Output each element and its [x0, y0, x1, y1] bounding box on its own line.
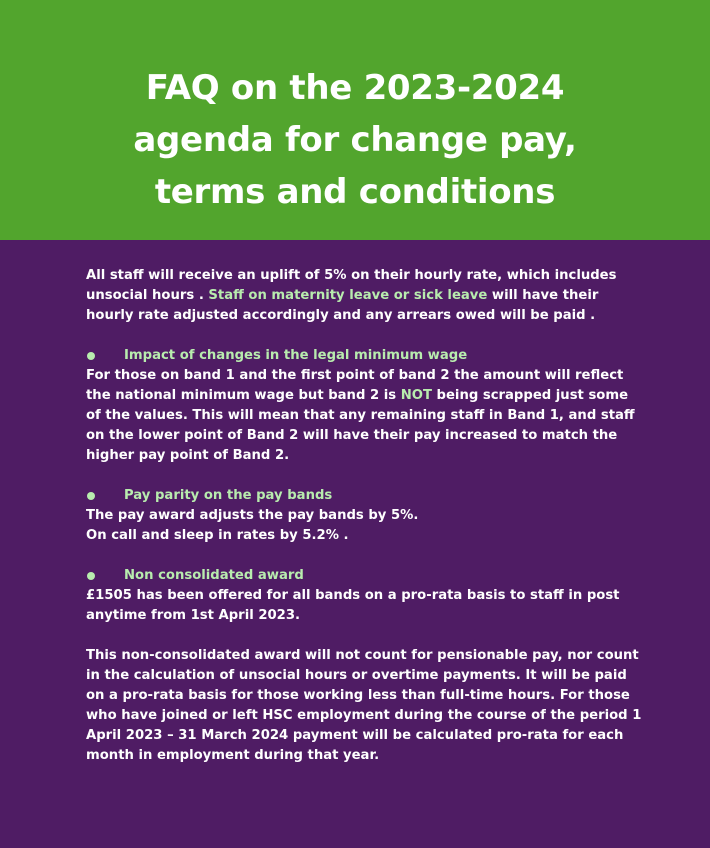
bullet-icon	[87, 572, 95, 580]
faq-content	[86, 266, 646, 766]
minimum-wage-paragraph	[86, 366, 646, 466]
title-line-1: FAQ on the 2023-2024	[145, 68, 565, 108]
page-title	[0, 62, 710, 218]
title-line-2: agenda for change pay,	[133, 120, 577, 160]
section-heading-non-consolidated	[86, 566, 646, 586]
non-consolidated-paragraph: £1505 has been offered for all bands on a pro-rata basis to staff in post anytime from 1st April 2023.	[86, 588, 620, 623]
bullet-icon	[87, 492, 95, 500]
heading-text: Impact of changes in the legal minimum wage	[124, 348, 468, 363]
content-panel	[0, 240, 710, 848]
minimum-wage-text-1: For those on band 1 and the first point of band 2 the amount will reflect the national minimum wage but band 2 is	[86, 368, 624, 403]
pay-parity-line-2: On call and sleep in rates by 5.2% .	[86, 528, 349, 543]
header-banner	[0, 0, 710, 240]
section-heading-pay-parity	[86, 486, 646, 506]
section-heading-minimum-wage	[86, 346, 646, 366]
pay-parity-line-1: The pay award adjusts the pay bands by 5%.	[86, 508, 419, 523]
bullet-icon	[87, 352, 95, 360]
closing-paragraph: This non-consolidated award will not count for pensionable pay, nor count in the calculation of unsocial hours or overtime payments. It will be paid on a pro-rata basis for those working less than full-time hours. For those who have joined or left HSC employment during the course of the period 1 April 2023 – 31 March 2024 payment will be calculated pro-rata for each month in employment during that year.	[86, 648, 642, 763]
not-emphasis: NOT	[400, 388, 432, 403]
heading-text: Pay parity on the pay bands	[124, 488, 333, 503]
intro-text-2: will have their hourly rate adjusted accordingly and any arrears owed will be paid .	[86, 288, 599, 323]
heading-text: Non consolidated award	[124, 568, 304, 583]
intro-text-1: All staff will receive an uplift of 5% on their hourly rate, which includes unsocial hours .	[86, 268, 617, 303]
intro-highlight: Staff on maternity leave or sick leave	[208, 288, 488, 303]
minimum-wage-text-2: being scrapped just some of the values. This will mean that any remaining staff in Band 1, and staff on the lower point of Band 2 will have their pay increased to match the higher pay point of Band 2.	[86, 388, 635, 463]
intro-paragraph	[86, 266, 646, 326]
title-line-3: terms and conditions	[154, 172, 556, 212]
